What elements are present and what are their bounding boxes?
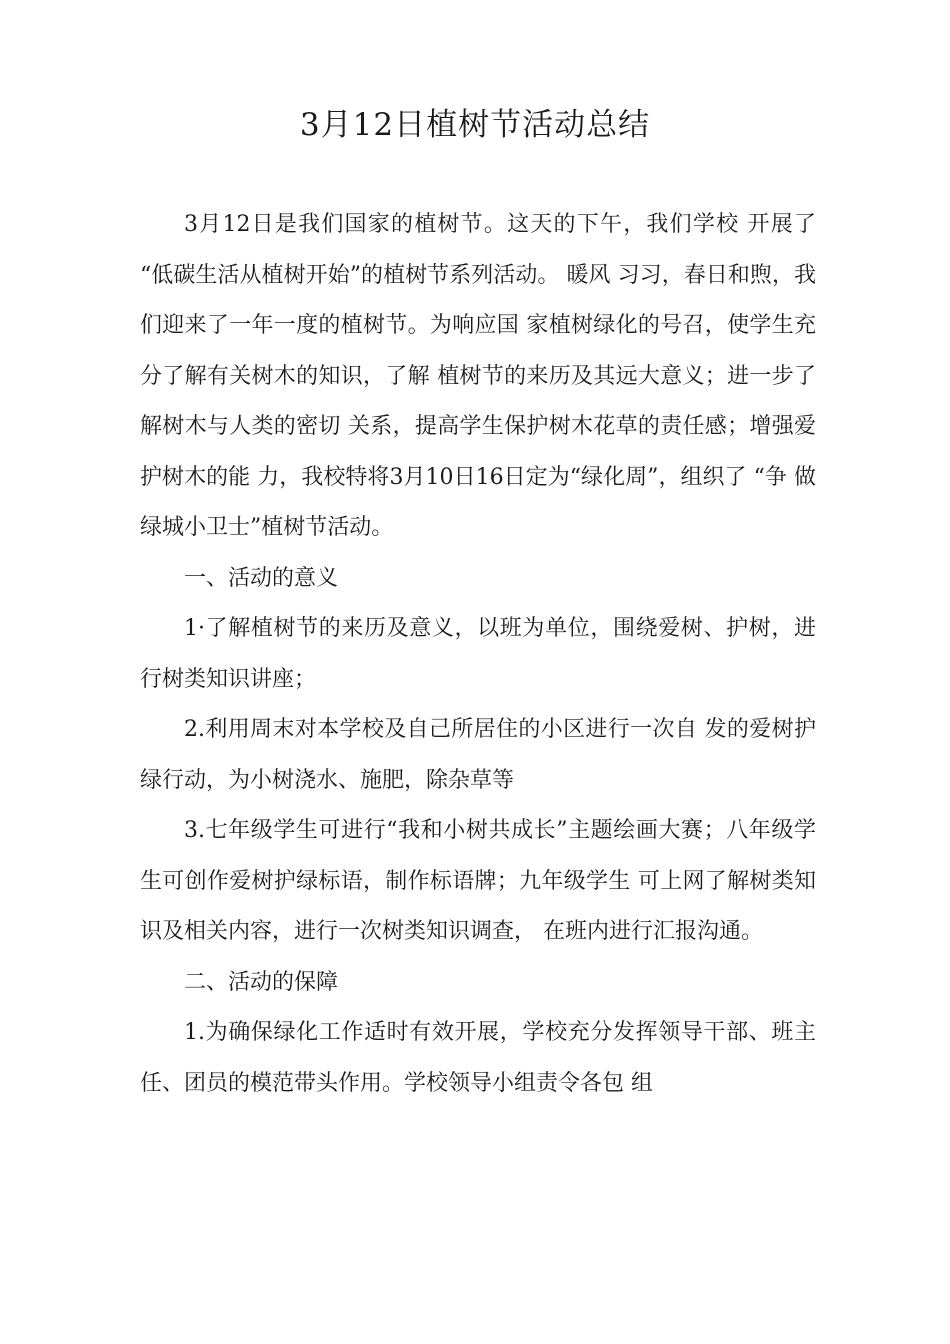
list-item-3: 3.七年级学生可进行“我和小树共成长”主题绘画大赛；八年级学生可创作爱树护绿标语，制作标语牌；九年级学生 可上网了解树类知识及相关内容，进行一次树类知识调查， 在班内进行汇报沟通。 xyxy=(140,818,816,944)
section-heading-significance: 一、活动的意义 xyxy=(184,565,339,591)
document-title: 3月12日植树节活动总结 xyxy=(299,107,651,143)
intro-paragraph: 3月12日是我们国家的植树节。这天的下午，我们学校 开展了 “低碳生活从植树开始”的植树节系列活动。 暖风 习习，春日和煦，我们迎来了一年一度的植树节。为响应国 家植树绿化的号召，使学生充分了解有关树木的知识，了解 植树节的来历及其远大意义；进一步了解树木与人类的密切 关系，提高学生保护树木花草的责任感；增强爱护树木的能 力，我校特将3月10日16日定为“绿化周”，组织了 “争 做绿城小卫士”植树节活动。 xyxy=(140,212,816,540)
list-item-2: 2.利用周末对本学校及自己所居住的小区进行一次自 发的爱树护绿行动，为小树浇水、施肥，除杂草等 xyxy=(140,717,816,793)
section-heading-guarantee: 二、活动的保障 xyxy=(184,969,339,995)
list-item-1: 1·了解植树节的来历及意义，以班为单位，围绕爱树、护树，进行树类知识讲座； xyxy=(140,616,816,692)
document-body xyxy=(140,200,816,1109)
guarantee-item-1: 1.为确保绿化工作适时有效开展，学校充分发挥领导干部、班主任、团员的模范带头作用。学校领导小组责令各包 组 xyxy=(140,1020,816,1096)
